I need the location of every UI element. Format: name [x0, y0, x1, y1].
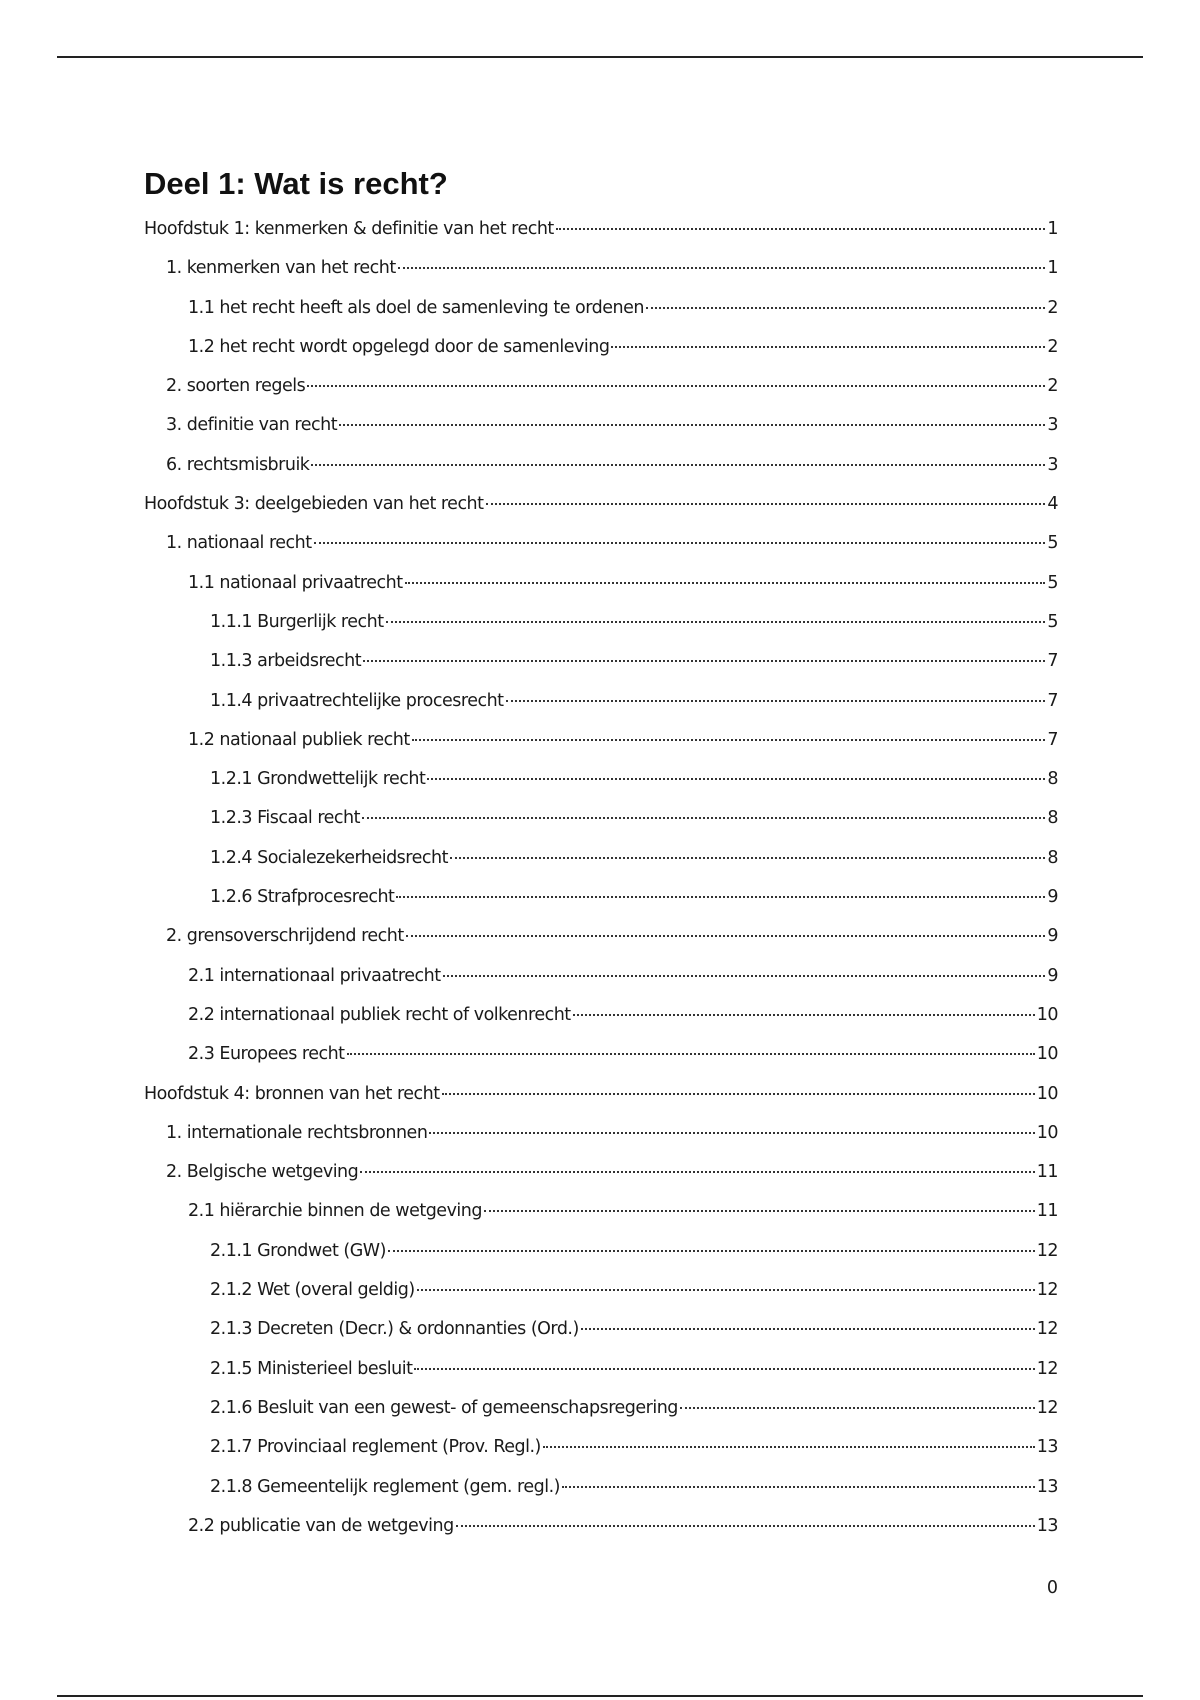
toc-entry[interactable]: [144, 1279, 1058, 1318]
toc-dot-leader: [311, 464, 1045, 466]
toc-entry-page: 9: [1047, 887, 1058, 908]
toc-entry[interactable]: [144, 1043, 1058, 1082]
table-of-contents: [144, 218, 1058, 1554]
part-heading: Deel 1: Wat is recht?: [144, 166, 448, 201]
toc-dot-leader: [429, 1132, 1034, 1134]
toc-dot-leader: [543, 1446, 1035, 1448]
toc-entry-page: 2: [1047, 297, 1058, 318]
toc-entry-title: 1. nationaal recht: [166, 533, 312, 554]
toc-entry[interactable]: [144, 1240, 1058, 1279]
toc-entry-title: Hoofdstuk 4: bronnen van het recht: [144, 1083, 440, 1104]
toc-entry[interactable]: [144, 336, 1058, 375]
toc-entry-page: 5: [1047, 611, 1058, 632]
toc-entry[interactable]: [144, 925, 1058, 964]
toc-entry-page: 12: [1036, 1240, 1058, 1261]
toc-entry[interactable]: [144, 1161, 1058, 1200]
toc-entry-page: 13: [1036, 1476, 1058, 1497]
toc-entry-title: 2. Belgische wetgeving: [166, 1162, 359, 1183]
toc-entry-page: 12: [1036, 1397, 1058, 1418]
toc-entry-page: 9: [1047, 926, 1058, 947]
toc-dot-leader: [562, 1486, 1035, 1488]
toc-dot-leader: [347, 1053, 1035, 1055]
toc-entry[interactable]: [144, 1358, 1058, 1397]
toc-entry[interactable]: [144, 611, 1058, 650]
toc-entry[interactable]: [144, 886, 1058, 925]
toc-entry-title: 1.2.4 Socialezekerheidsrecht: [210, 847, 448, 868]
toc-entry-title: Hoofdstuk 1: kenmerken & definitie van het recht: [144, 219, 554, 239]
toc-entry-title: 1.1.4 privaatrechtelijke procesrecht: [210, 690, 504, 711]
toc-dot-leader: [363, 660, 1045, 662]
toc-dot-leader: [307, 385, 1045, 387]
toc-entry-title: 1.2.6 Strafprocesrecht: [210, 887, 395, 908]
toc-entry[interactable]: [144, 847, 1058, 886]
toc-entry[interactable]: [144, 257, 1058, 296]
toc-entry-page: 13: [1036, 1437, 1058, 1458]
toc-entry-title: 2.1 hiërarchie binnen de wetgeving: [188, 1201, 482, 1222]
toc-entry-title: 2.1 internationaal privaatrecht: [188, 965, 441, 986]
toc-entry[interactable]: [144, 414, 1058, 453]
toc-entry-title: 1.1 nationaal privaatrecht: [188, 572, 403, 593]
toc-entry-title: 2.2 publicatie van de wetgeving: [188, 1515, 454, 1536]
toc-entry[interactable]: [144, 1397, 1058, 1436]
toc-dot-leader: [573, 1014, 1035, 1016]
toc-dot-leader: [386, 621, 1046, 623]
toc-entry-page: 2: [1047, 376, 1058, 397]
toc-entry-page: 11: [1036, 1201, 1058, 1222]
toc-entry-page: 3: [1047, 415, 1058, 436]
toc-entry-page: 12: [1036, 1358, 1058, 1379]
toc-entry-title: 2.1.1 Grondwet (GW): [210, 1240, 386, 1261]
toc-entry[interactable]: [144, 1318, 1058, 1357]
toc-entry-title: 2.1.6 Besluit van een gewest- of gemeenschapsregering: [210, 1397, 678, 1418]
toc-dot-leader: [506, 700, 1046, 702]
toc-dot-leader: [484, 1210, 1035, 1212]
toc-dot-leader: [611, 346, 1045, 348]
toc-entry-title: 6. rechtsmisbruik: [166, 454, 310, 475]
toc-entry-page: 10: [1036, 1044, 1058, 1065]
toc-dot-leader: [405, 582, 1046, 584]
toc-entry-title: 1. kenmerken van het recht: [166, 258, 396, 279]
toc-dot-leader: [556, 228, 1046, 230]
toc-dot-leader: [646, 307, 1045, 309]
toc-entry[interactable]: [144, 650, 1058, 689]
toc-entry[interactable]: [144, 965, 1058, 1004]
toc-dot-leader: [414, 1368, 1034, 1370]
toc-entry[interactable]: [144, 1436, 1058, 1475]
toc-entry-title: 1.2.3 Fiscaal recht: [210, 808, 361, 829]
toc-section: [144, 164, 1058, 1554]
toc-entry-page: 11: [1036, 1162, 1058, 1183]
toc-entry-page: 5: [1047, 533, 1058, 554]
toc-entry-page: 10: [1036, 1004, 1058, 1025]
toc-entry[interactable]: [144, 1083, 1058, 1122]
toc-dot-leader: [362, 817, 1045, 819]
toc-entry[interactable]: [144, 218, 1058, 257]
toc-dot-leader: [427, 778, 1045, 780]
toc-dot-leader: [314, 542, 1046, 544]
toc-entry[interactable]: [144, 493, 1058, 532]
toc-entry-page: 12: [1036, 1280, 1058, 1301]
toc-entry-page: 8: [1047, 808, 1058, 829]
toc-dot-leader: [486, 503, 1046, 505]
toc-entry[interactable]: [144, 1476, 1058, 1515]
toc-entry[interactable]: [144, 375, 1058, 414]
toc-entry-title: 1.2 nationaal publiek recht: [188, 729, 410, 750]
toc-entry-title: 2.3 Europees recht: [188, 1044, 345, 1065]
toc-entry-title: 1.2.1 Grondwettelijk recht: [210, 769, 426, 790]
toc-entry-title: 2.1.5 Ministerieel besluit: [210, 1358, 413, 1379]
toc-dot-leader: [360, 1171, 1034, 1173]
toc-dot-leader: [450, 857, 1045, 859]
toc-entry-title: Hoofdstuk 3: deelgebieden van het recht: [144, 494, 484, 515]
toc-entry-page: 1: [1047, 219, 1058, 239]
toc-entry-title: 1.1.1 Burgerlijk recht: [210, 611, 384, 632]
toc-dot-leader: [417, 1289, 1035, 1291]
toc-dot-leader: [456, 1525, 1035, 1527]
toc-entry-title: 1. internationale rechtsbronnen: [166, 1122, 428, 1143]
toc-entry[interactable]: [144, 1200, 1058, 1239]
toc-entry[interactable]: [144, 729, 1058, 768]
toc-entry-page: 10: [1036, 1122, 1058, 1143]
toc-entry-page: 7: [1047, 690, 1058, 711]
footer-rule: [57, 1695, 1143, 1697]
toc-dot-leader: [406, 935, 1046, 937]
toc-dot-leader: [581, 1328, 1035, 1330]
toc-entry-page: 3: [1047, 454, 1058, 475]
toc-entry-title: 2.1.3 Decreten (Decr.) & ordonnanties (Ord.): [210, 1319, 579, 1340]
toc-entry[interactable]: [144, 768, 1058, 807]
toc-dot-leader: [398, 267, 1046, 269]
toc-entry[interactable]: [144, 297, 1058, 336]
toc-entry-title: 2. grensoverschrijdend recht: [166, 926, 404, 947]
toc-entry-page: 7: [1047, 729, 1058, 750]
toc-entry-title: 2.1.7 Provinciaal reglement (Prov. Regl.): [210, 1437, 541, 1458]
toc-entry[interactable]: [144, 532, 1058, 571]
toc-entry-page: 7: [1047, 651, 1058, 672]
toc-entry-title: 2. soorten regels: [166, 376, 306, 397]
toc-entry-title: 2.2 internationaal publiek recht of volkenrecht: [188, 1004, 571, 1025]
toc-entry-page: 4: [1047, 494, 1058, 515]
toc-entry-page: 8: [1047, 769, 1058, 790]
toc-entry-page: 8: [1047, 847, 1058, 868]
toc-entry[interactable]: [144, 1122, 1058, 1161]
toc-entry-title: 2.1.2 Wet (overal geldig): [210, 1280, 415, 1301]
toc-entry-page: 12: [1036, 1319, 1058, 1340]
toc-entry-title: 1.1 het recht heeft als doel de samenleving te ordenen: [188, 297, 644, 318]
toc-entry-page: 5: [1047, 572, 1058, 593]
header-rule: [57, 56, 1143, 58]
toc-entry-title: 2.1.8 Gemeentelijk reglement (gem. regl.): [210, 1476, 560, 1497]
toc-dot-leader: [388, 1250, 1035, 1252]
toc-dot-leader: [339, 424, 1045, 426]
toc-entry-page: 2: [1047, 336, 1058, 357]
page-number: 0: [1046, 1578, 1058, 1598]
toc-entry-page: 1: [1047, 258, 1058, 279]
toc-dot-leader: [680, 1407, 1035, 1409]
toc-dot-leader: [442, 1093, 1035, 1095]
toc-entry[interactable]: [144, 807, 1058, 846]
toc-entry[interactable]: [144, 454, 1058, 493]
toc-entry-page: 13: [1036, 1515, 1058, 1536]
toc-entry-title: 3. definitie van recht: [166, 415, 338, 436]
toc-entry-title: 1.2 het recht wordt opgelegd door de samenleving: [188, 336, 610, 357]
toc-entry[interactable]: [144, 1515, 1058, 1554]
toc-dot-leader: [396, 896, 1045, 898]
toc-entry[interactable]: [144, 572, 1058, 611]
toc-entry-page: 9: [1047, 965, 1058, 986]
toc-dot-leader: [443, 975, 1046, 977]
toc-entry-page: 10: [1036, 1083, 1058, 1104]
toc-dot-leader: [412, 739, 1046, 741]
toc-entry-title: 1.1.3 arbeidsrecht: [210, 651, 362, 672]
toc-entry[interactable]: [144, 690, 1058, 729]
toc-entry[interactable]: [144, 1004, 1058, 1043]
